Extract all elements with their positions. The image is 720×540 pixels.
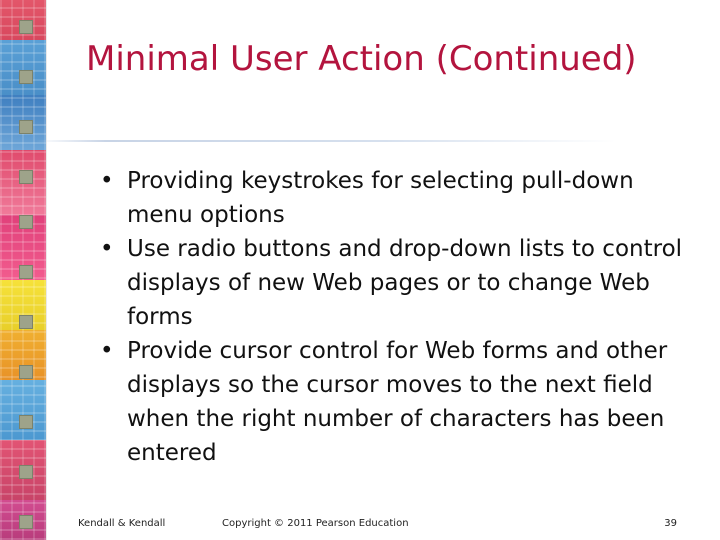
bullet-item (100, 232, 690, 334)
bullet-marker: • (100, 338, 114, 364)
page-number: 39 (664, 518, 677, 529)
decoration-square (19, 465, 33, 479)
bullet-text: Provide cursor control for Web forms and other displays so the cursor moves to the next field when the right number of characters has been entered (127, 338, 668, 466)
decoration-divider (46, 0, 47, 540)
footer-author: Kendall & Kendall (78, 518, 166, 529)
decoration-square (19, 215, 33, 229)
bullet-marker: • (100, 236, 114, 262)
bullet-item (100, 164, 690, 232)
decoration-square (19, 415, 33, 429)
bullet-marker: • (100, 168, 114, 194)
decoration-square (19, 515, 33, 529)
decoration-square (19, 70, 33, 84)
bullet-text: Providing keystrokes for selecting pull-down menu options (127, 168, 634, 228)
decoration-square (19, 365, 33, 379)
slide-title: Minimal User Action (Continued) (86, 39, 637, 79)
decoration-square (19, 120, 33, 134)
bullet-text: Use radio buttons and drop-down lists to control displays of new Web pages or to change Web forms (127, 236, 683, 330)
title-underline (36, 140, 616, 142)
decoration-square (19, 315, 33, 329)
decoration-square (19, 265, 33, 279)
footer-copyright: Copyright © 2011 Pearson Education (222, 518, 409, 529)
bullet-item (100, 334, 690, 470)
bullet-list (100, 164, 690, 470)
decoration-square (19, 170, 33, 184)
decoration-square (19, 20, 33, 34)
